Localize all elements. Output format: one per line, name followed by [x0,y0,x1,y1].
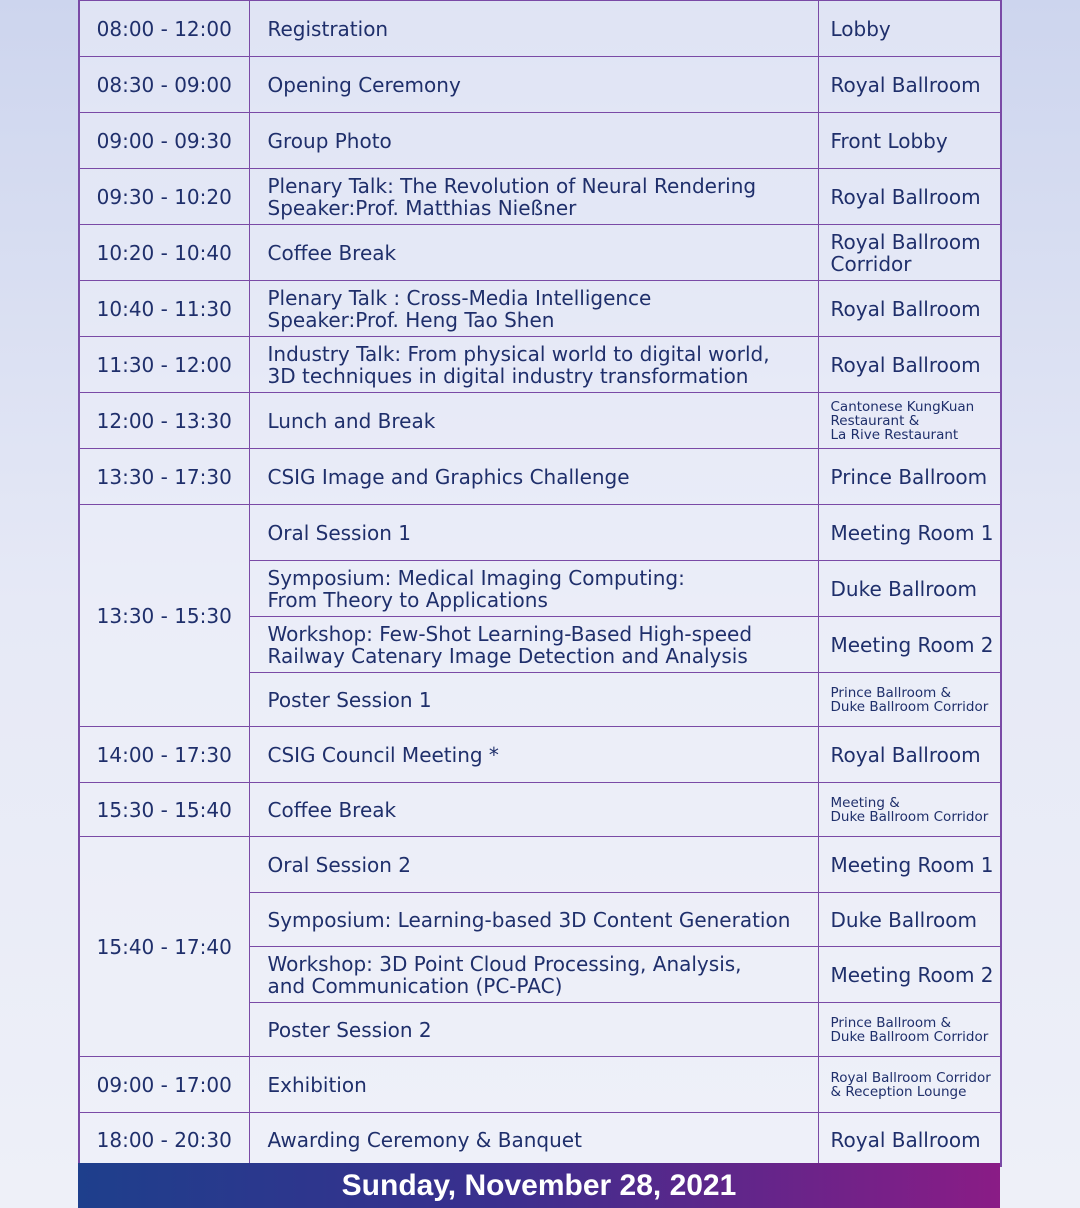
venue-text: Duke Ballroom [830,907,977,932]
venue-cell [818,337,1001,393]
schedule-row [79,393,1001,449]
venue-cell [818,505,1001,561]
schedule-row [79,1113,1001,1167]
venue-text: Royal Ballroom [830,296,981,321]
time-text: 09:30 - 10:20 [96,184,232,209]
venue-cell [818,169,1001,225]
venue-cell [818,783,1001,837]
event-text: Exhibition [267,1072,367,1097]
event-cell [249,947,818,1003]
venue-cell [818,281,1001,337]
event-cell [249,393,818,449]
event-text: Poster Session 1 [267,687,432,712]
event-text: Lunch and Break [267,408,436,433]
event-text: Workshop: Few-Shot Learning-Based High-speed [267,621,753,646]
event-cell [249,561,818,617]
event-text: Symposium: Learning-based 3D Content Generation [267,907,791,932]
venue-text: Meeting Room 1 [830,852,994,877]
venue-cell [818,393,1001,449]
venue-text: Royal Ballroom [830,352,981,377]
time-cell [79,837,249,1057]
event-text: and Communication (PC-PAC) [267,973,563,998]
event-text: Poster Session 2 [267,1017,432,1042]
venue-cell [818,449,1001,505]
venue-cell [818,1057,1001,1113]
time-cell [79,57,249,113]
time-text: 12:00 - 13:30 [96,408,232,433]
venue-text: Royal Ballroom [830,742,981,767]
venue-text: Duke Ballroom Corridor [830,1028,989,1045]
event-text: Opening Ceremony [267,72,461,97]
event-cell [249,1057,818,1113]
event-text: Plenary Talk: The Revolution of Neural Rendering [267,173,757,198]
event-cell [249,1,818,57]
venue-text: Corridor [830,251,912,276]
time-cell [79,1113,249,1167]
event-cell [249,281,818,337]
venue-cell [818,617,1001,673]
time-text: 08:00 - 12:00 [96,16,232,41]
event-cell [249,57,818,113]
event-text: Registration [267,16,389,41]
event-cell [249,225,818,281]
event-cell [249,837,818,893]
venue-text: Meeting Room 1 [830,520,994,545]
event-cell [249,337,818,393]
time-cell [79,1,249,57]
event-text: Oral Session 1 [267,520,412,545]
venue-cell [818,113,1001,169]
time-cell [79,169,249,225]
venue-text: Cantonese KungKuan [830,398,975,415]
schedule-row [79,1,1001,57]
event-text: Oral Session 2 [267,852,412,877]
time-cell [79,113,249,169]
event-cell [249,727,818,783]
event-text: Coffee Break [267,240,397,265]
event-cell [249,169,818,225]
schedule-row [79,783,1001,837]
venue-cell [818,57,1001,113]
event-text: Speaker:Prof. Heng Tao Shen [267,307,555,332]
venue-cell [818,225,1001,281]
event-text: From Theory to Applications [267,587,548,612]
venue-cell [818,893,1001,947]
schedule-row [79,837,1001,893]
venue-text: La Rive Restaurant [830,426,959,443]
event-text: CSIG Image and Graphics Challenge [267,464,630,489]
venue-text: Royal Ballroom [830,1127,981,1152]
event-cell [249,1113,818,1167]
event-text: Awarding Ceremony & Banquet [267,1127,582,1152]
time-text: 08:30 - 09:00 [96,72,232,97]
venue-text: Royal Ballroom [830,229,981,254]
time-text: 18:00 - 20:30 [96,1127,232,1152]
venue-text: Meeting Room 2 [830,632,994,657]
event-cell [249,893,818,947]
schedule-row [79,113,1001,169]
event-cell [249,449,818,505]
venue-text: Duke Ballroom Corridor [830,808,989,825]
venue-text: Meeting Room 2 [830,962,994,987]
time-text: 10:20 - 10:40 [96,240,232,265]
time-cell [79,225,249,281]
event-text: Industry Talk: From physical world to digital world, [267,341,770,366]
venue-text: Lobby [830,16,891,41]
time-text: 15:40 - 17:40 [96,934,232,959]
venue-text: Prince Ballroom & [830,684,952,701]
venue-cell [818,727,1001,783]
time-cell [79,1057,249,1113]
venue-cell [818,947,1001,1003]
schedule-body [79,1,1001,1167]
venue-cell [818,1113,1001,1167]
venue-text: & Reception Lounge [830,1083,967,1100]
event-cell [249,1003,818,1057]
schedule-row [79,727,1001,783]
event-text: Speaker:Prof. Matthias Nießner [267,195,577,220]
event-text: Plenary Talk : Cross-Media Intelligence [267,285,652,310]
time-cell [79,505,249,727]
event-cell [249,783,818,837]
venue-text: Front Lobby [830,128,948,153]
venue-text: Royal Ballroom [830,72,981,97]
venue-cell [818,1,1001,57]
time-text: 09:00 - 09:30 [96,128,232,153]
time-cell [79,783,249,837]
schedule-row [79,449,1001,505]
event-cell [249,505,818,561]
venue-text: Prince Ballroom [830,464,988,489]
venue-cell [818,1003,1001,1057]
venue-text: Duke Ballroom [830,576,977,601]
time-text: 13:30 - 15:30 [96,603,232,628]
time-cell [79,393,249,449]
time-cell [79,281,249,337]
event-text: Group Photo [267,128,392,153]
event-text: 3D techniques in digital industry transformation [267,363,749,388]
time-text: 14:00 - 17:30 [96,742,232,767]
time-text: 09:00 - 17:00 [96,1072,232,1097]
event-cell [249,113,818,169]
venue-text: Duke Ballroom Corridor [830,698,989,715]
event-text: Symposium: Medical Imaging Computing: [267,565,685,590]
schedule-row [79,225,1001,281]
event-cell [249,673,818,727]
venue-cell [818,837,1001,893]
time-cell [79,449,249,505]
venue-text: Meeting & [830,794,900,811]
time-text: 15:30 - 15:40 [96,797,232,822]
time-text: 10:40 - 11:30 [96,296,232,321]
time-text: 11:30 - 12:00 [96,352,232,377]
venue-text: Prince Ballroom & [830,1014,952,1031]
schedule-row [79,505,1001,561]
schedule-row [79,169,1001,225]
venue-text: Royal Ballroom [830,184,981,209]
time-text: 13:30 - 17:30 [96,464,232,489]
venue-text: Royal Ballroom Corridor [830,1069,991,1086]
schedule-table [78,0,1002,1167]
schedule-row [79,57,1001,113]
schedule-row [79,1057,1001,1113]
day-banner: Sunday, November 28, 2021 [78,1163,1000,1208]
event-text: Coffee Break [267,797,397,822]
time-cell [79,337,249,393]
schedule-row [79,281,1001,337]
event-cell [249,617,818,673]
event-text: Workshop: 3D Point Cloud Processing, Analysis, [267,951,742,976]
schedule-row [79,337,1001,393]
event-text: Railway Catenary Image Detection and Analysis [267,643,748,668]
venue-cell [818,561,1001,617]
venue-cell [818,673,1001,727]
event-text: CSIG Council Meeting * [267,742,499,767]
venue-text: Restaurant & [830,412,920,429]
time-cell [79,727,249,783]
